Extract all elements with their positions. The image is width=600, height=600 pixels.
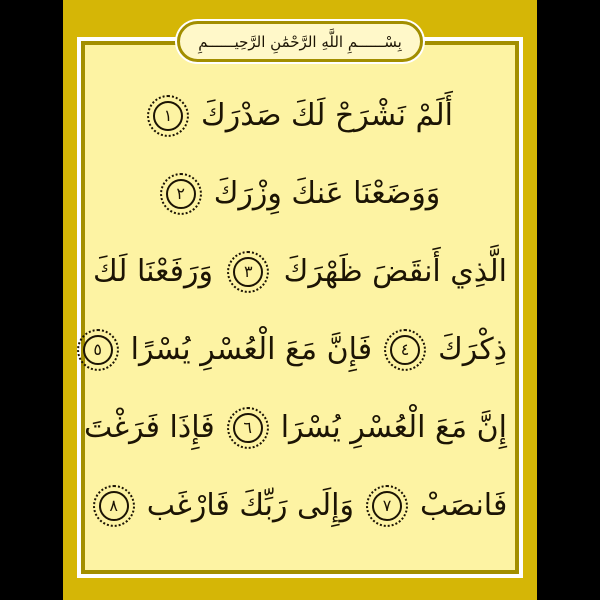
verse-3-text: الَّذِي أَنقَضَ ظَهْرَكَ xyxy=(283,254,507,289)
ayah-number-3: ٣ xyxy=(233,257,263,287)
verse-4-text-end: ذِكْرَكَ xyxy=(438,332,507,367)
bismillah-text: بِسْــــــمِ اللَّهِ الرَّحْمَٰنِ الرَّحِيــــــمِ xyxy=(198,32,402,51)
ayah-number-5: ٥ xyxy=(83,335,113,365)
ayah-marker-5 xyxy=(77,329,119,371)
ayah-marker-7 xyxy=(366,485,408,527)
bismillah-cartouche xyxy=(177,21,423,62)
verse-7-text-end: فَانصَبْ xyxy=(419,488,508,523)
verse-6-text: إِنَّ مَعَ الْعُسْرِ يُسْرَا xyxy=(280,410,507,445)
gold-border-panel xyxy=(63,0,537,600)
quran-line-5 xyxy=(83,389,507,467)
verse-4-text-start: وَرَفَعْنَا لَكَ xyxy=(93,254,213,289)
ayah-number-6: ٦ xyxy=(233,413,263,443)
quran-line-2 xyxy=(93,155,507,233)
ayah-number-8: ٨ xyxy=(99,491,129,521)
ayah-marker-1 xyxy=(147,95,189,137)
page-frame xyxy=(81,41,519,574)
ayah-number-2: ٢ xyxy=(166,179,196,209)
ayah-marker-6 xyxy=(227,407,269,449)
verse-7-text-start: فَإِذَا فَرَغْتَ xyxy=(83,410,215,445)
ayah-marker-3 xyxy=(227,251,269,293)
verses-block xyxy=(83,77,508,545)
quran-line-4 xyxy=(93,311,507,389)
quran-line-3 xyxy=(93,233,507,311)
ayah-marker-4 xyxy=(384,329,426,371)
verse-1-text: أَلَمْ نَشْرَحْ لَكَ صَدْرَكَ xyxy=(201,98,453,133)
quran-line-1 xyxy=(93,77,507,155)
ayah-number-4: ٤ xyxy=(390,335,420,365)
ayah-marker-2 xyxy=(160,173,202,215)
verse-2-text: وَوَضَعْنَا عَنكَ وِزْرَكَ xyxy=(213,176,441,211)
verse-5-text: فَإِنَّ مَعَ الْعُسْرِ يُسْرًا xyxy=(130,332,373,367)
ayah-number-1: ١ xyxy=(153,101,183,131)
ayah-number-7: ٧ xyxy=(372,491,402,521)
verse-8-text: وَإِلَى رَبِّكَ فَارْغَب xyxy=(146,488,354,523)
quran-line-6 xyxy=(93,467,507,545)
ayah-marker-8 xyxy=(93,485,135,527)
